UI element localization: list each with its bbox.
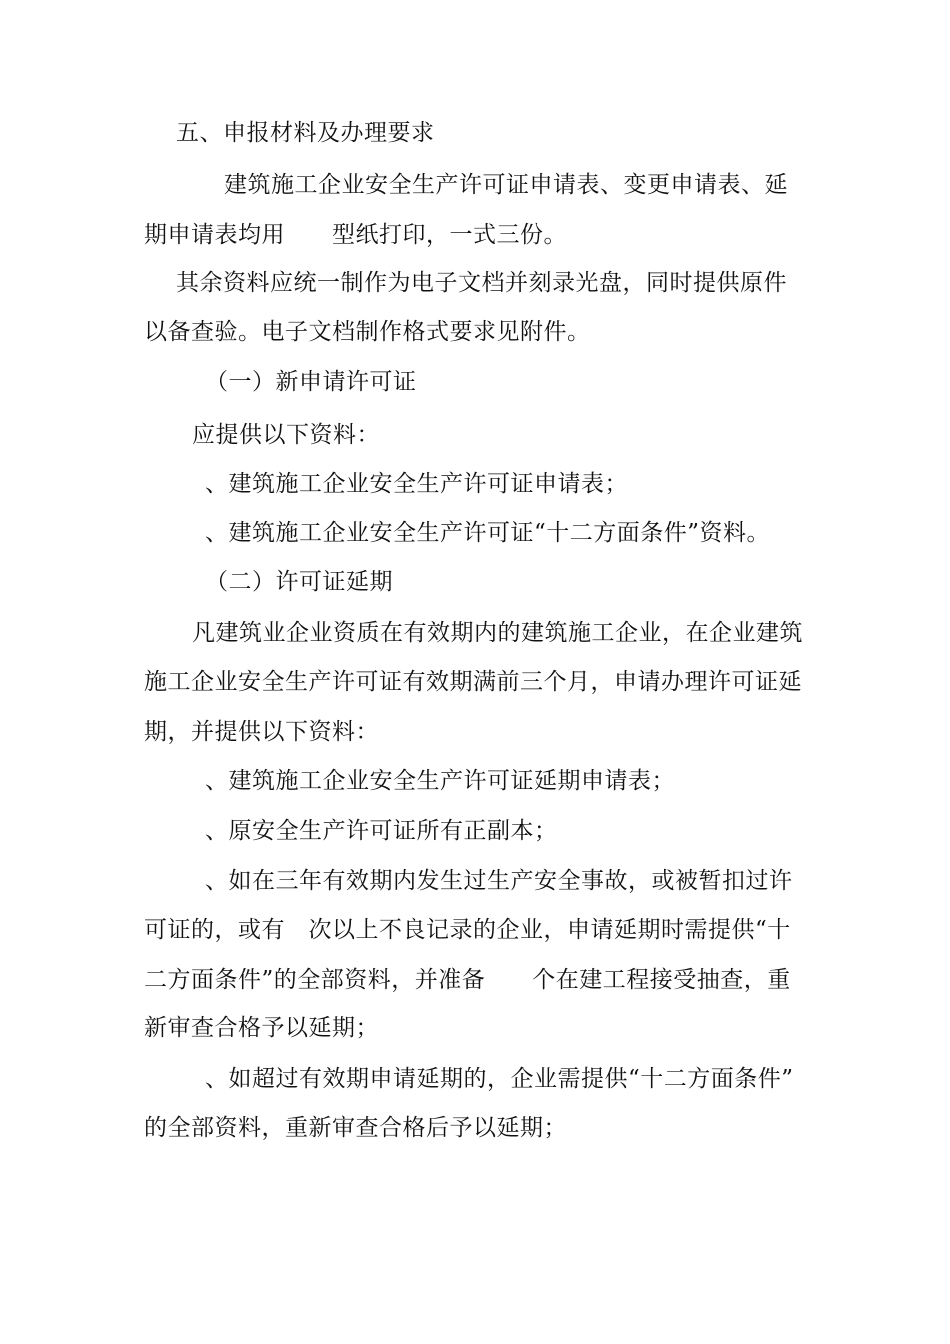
section-heading: 五、申报材料及办理要求 [176, 120, 435, 146]
paragraph-line: 以备查验。电子文档制作格式要求见附件。 [144, 319, 591, 345]
paragraph-line: 应提供以下资料： [192, 422, 380, 448]
paragraph-line: 可证的，或有 次以上不良记录的企业，申请延期时需提供“十 [144, 917, 791, 943]
subsection-heading: （一）新申请许可证 [205, 369, 417, 395]
list-item: 、原安全生产许可证所有正副本； [205, 818, 558, 844]
paragraph-line: 凡建筑业企业资质在有效期内的建筑施工企业，在企业建筑 [192, 620, 803, 646]
subsection-heading: （二）许可证延期 [205, 569, 393, 595]
list-item: 、如在三年有效期内发生过生产安全事故，或被暂扣过许 [205, 868, 793, 894]
paragraph-line: 其余资料应统一制作为电子文档并刻录光盘，同时提供原件 [176, 270, 787, 296]
paragraph-line: 期，并提供以下资料： [144, 719, 379, 745]
paragraph-line: 建筑施工企业安全生产许可证申请表、变更申请表、延 [224, 172, 788, 198]
paragraph-line: 的全部资料，重新审查合格后予以延期； [144, 1115, 567, 1141]
paragraph-line: 新审查合格予以延期； [144, 1015, 379, 1041]
list-item: 、建筑施工企业安全生产许可证延期申请表； [205, 768, 675, 794]
paragraph-line: 二方面条件”的全部资料，并准备 个在建工程接受抽查，重 [144, 967, 791, 993]
paragraph-line: 期申请表均用 型纸打印，一式三份。 [144, 222, 567, 248]
list-item: 、如超过有效期申请延期的，企业需提供“十二方面条件” [205, 1066, 794, 1092]
list-item: 、建筑施工企业安全生产许可证申请表； [205, 471, 628, 497]
paragraph-line: 施工企业安全生产许可证有效期满前三个月，申请办理许可证延 [144, 669, 802, 695]
list-item: 、建筑施工企业安全生产许可证“十二方面条件”资料。 [205, 520, 771, 546]
